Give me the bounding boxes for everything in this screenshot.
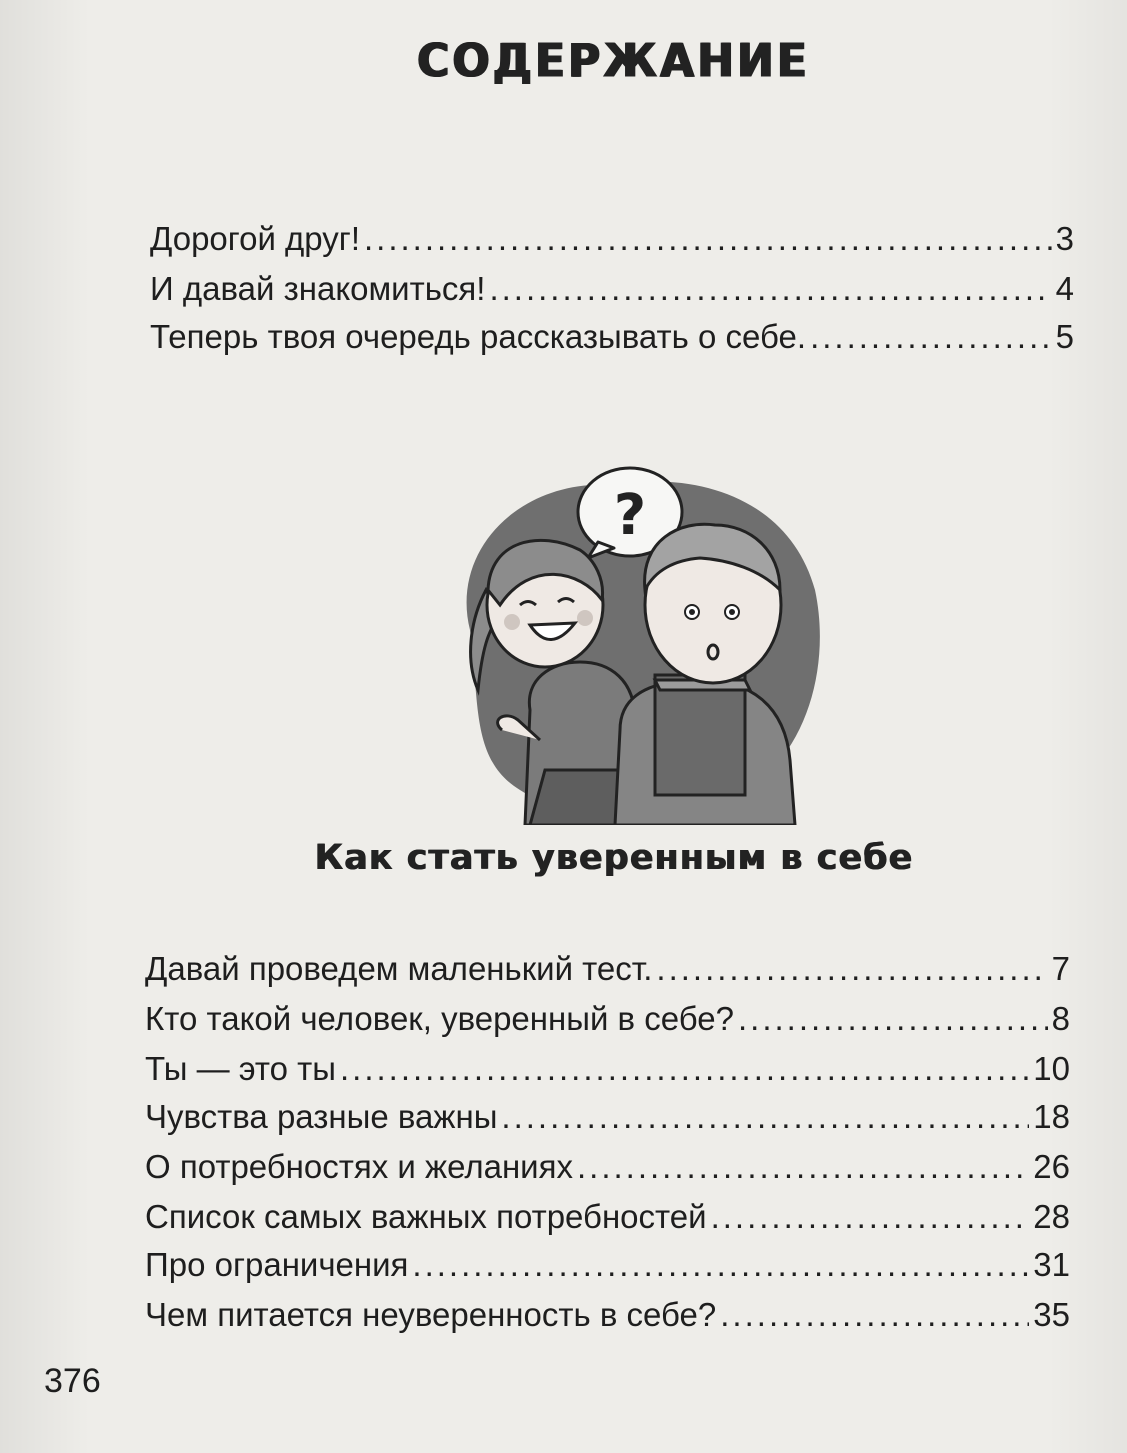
toc-entry[interactable]	[150, 270, 1074, 308]
toc-entry-page: 35	[1033, 1296, 1070, 1333]
toc-leader-dots	[412, 1246, 1029, 1284]
toc-leader-dots	[810, 318, 1052, 356]
page-number: 376	[44, 1362, 101, 1400]
toc-entry-page: 5	[1055, 318, 1074, 355]
toc-entry-page: 10	[1033, 1050, 1070, 1087]
toc-entry-label: Чувства разные важны	[145, 1098, 498, 1135]
toc-leader-dots	[489, 270, 1051, 308]
toc-entry-label: Ты — это ты	[145, 1050, 336, 1087]
toc-entry-label: О потребностях и желаниях	[145, 1148, 573, 1185]
toc-entry-label: Дорогой друг!	[150, 220, 360, 257]
toc-entry-label: Теперь твоя очередь рассказывать о себе.	[150, 318, 807, 355]
toc-leader-dots	[738, 1000, 1048, 1038]
toc-entry-page: 18	[1033, 1098, 1070, 1135]
toc-entry-label: Давай проведем маленький тест.	[145, 950, 653, 987]
toc-entry[interactable]	[145, 1098, 1070, 1136]
toc-entry[interactable]	[145, 1296, 1070, 1334]
toc-entry[interactable]	[145, 1198, 1070, 1236]
toc-entry-page: 7	[1051, 950, 1070, 987]
toc-leader-dots	[656, 950, 1047, 988]
toc-entry[interactable]	[145, 1000, 1070, 1038]
toc-entry-label: И давай знакомиться!	[150, 270, 486, 307]
children-illustration	[430, 440, 830, 825]
toc-leader-dots	[340, 1050, 1029, 1088]
page-title: СОДЕРЖАНИЕ	[417, 34, 810, 89]
toc-leader-dots	[720, 1296, 1029, 1334]
toc-entry-page: 3	[1055, 220, 1074, 257]
toc-entry[interactable]	[145, 1148, 1070, 1186]
toc-entry[interactable]	[150, 220, 1074, 258]
toc-entry-label: Список самых важных потребностей	[145, 1198, 707, 1235]
toc-leader-dots	[711, 1198, 1030, 1236]
toc-leader-dots	[577, 1148, 1029, 1186]
toc-entry-page: 28	[1033, 1198, 1070, 1235]
toc-entry[interactable]	[145, 950, 1070, 988]
toc-entry[interactable]	[150, 318, 1074, 356]
toc-entry[interactable]	[145, 1050, 1070, 1088]
toc-entry-page: 26	[1033, 1148, 1070, 1185]
toc-entry[interactable]	[145, 1246, 1070, 1284]
section-title: Как стать уверенным в себе	[314, 838, 913, 878]
toc-entry-label: Про ограничения	[145, 1246, 409, 1283]
toc-entry-label: Кто такой человек, уверенный в себе?	[145, 1000, 734, 1037]
toc-entry-page: 31	[1033, 1246, 1070, 1283]
toc-entry-page: 4	[1055, 270, 1074, 307]
toc-leader-dots	[501, 1098, 1029, 1136]
toc-entry-page: 8	[1051, 1000, 1070, 1037]
toc-leader-dots	[364, 220, 1052, 258]
toc-entry-label: Чем питается неуверенность в себе?	[145, 1296, 717, 1333]
question-mark: ?	[613, 483, 647, 548]
